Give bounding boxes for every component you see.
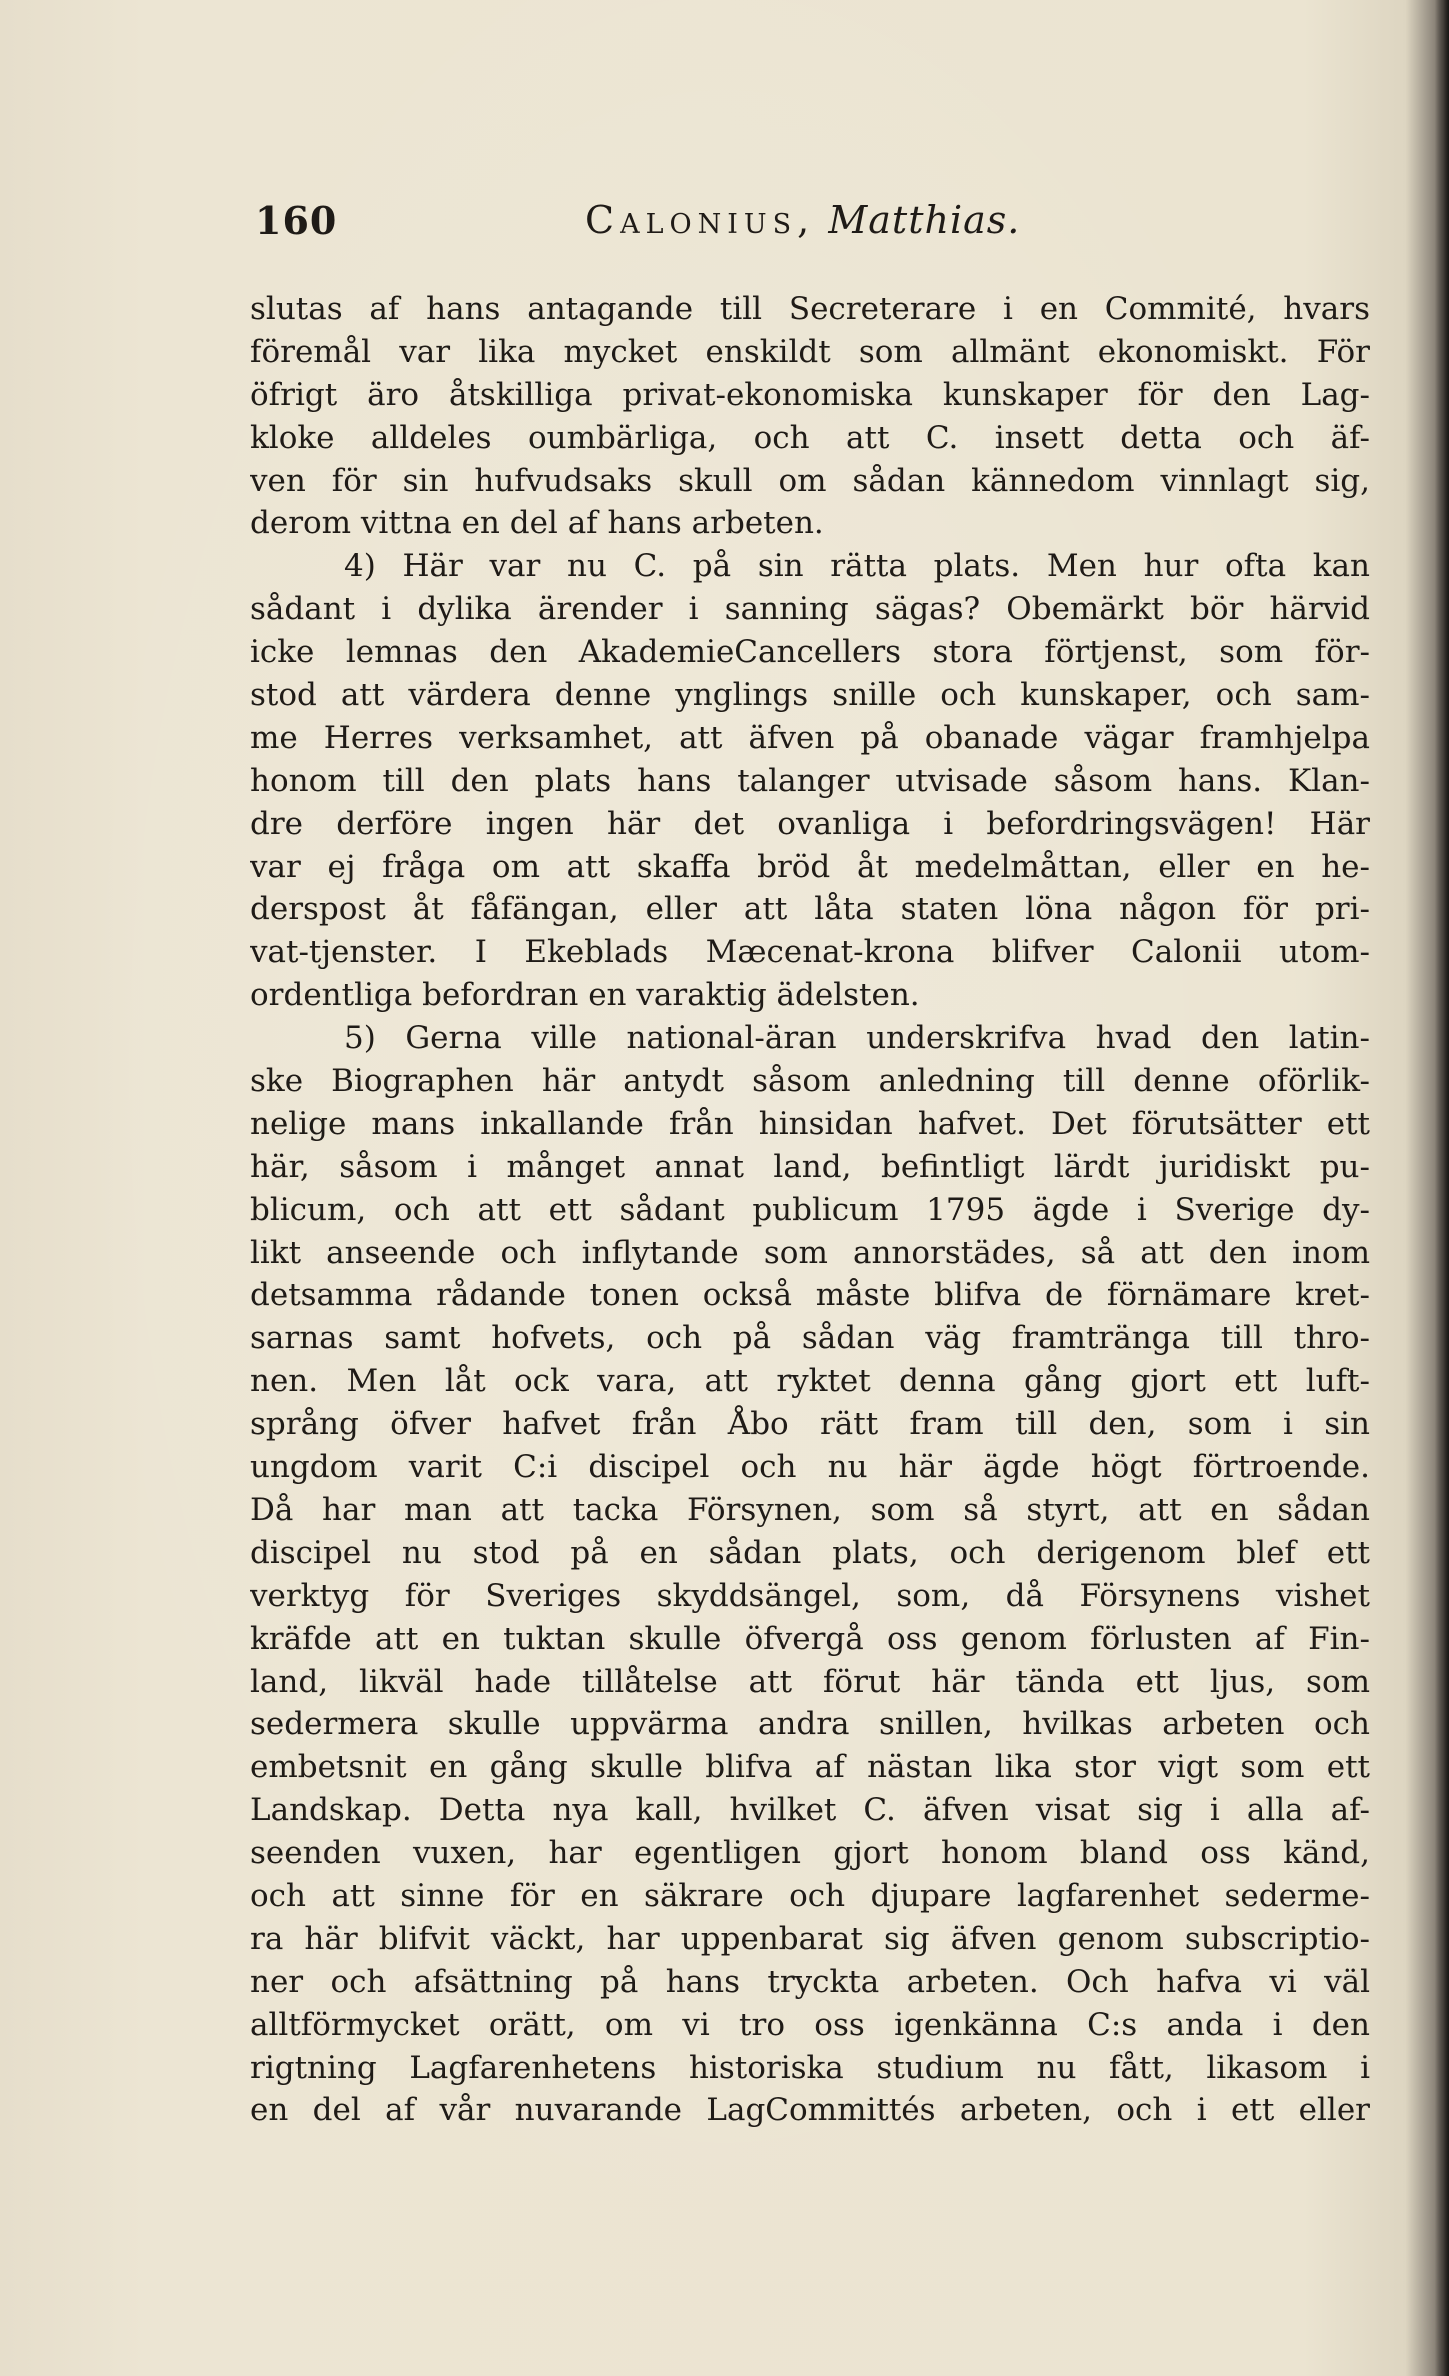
running-head-surname: Calonius,: [585, 198, 816, 242]
text-line: sarnas samt hofvets, och på sådan väg framtränga till thro-: [250, 1320, 1370, 1357]
text-line: derspost åt fåfängan, eller att låta staten löna någon för pri-: [250, 891, 1370, 928]
text-line: och att sinne för en säkrare och djupare lagfarenhet sederme-: [250, 1877, 1370, 1914]
text-line: kloke alldeles oumbärliga, och att C. insett detta och äf-: [250, 419, 1370, 456]
text-line: seenden vuxen, har egentligen gjort honom bland oss känd,: [250, 1835, 1370, 1872]
text-line: vat-tjenster. I Ekeblads Mæcenat-krona blifver Calonii utom-: [250, 934, 1370, 971]
text-line: ungdom varit C:i discipel och nu här ägde högt förtroende.: [250, 1449, 1370, 1486]
text-line: kräfde att en tuktan skulle öfvergå oss genom förlusten af Fin-: [250, 1620, 1370, 1657]
text-line: me Herres verksamhet, att äfven på obanade vägar framhjelpa: [250, 719, 1370, 756]
text-line: verktyg för Sveriges skyddsängel, som, då Försynens vishet: [250, 1577, 1370, 1614]
page-header: [255, 198, 1155, 258]
running-head-forename: Matthias.: [828, 198, 1021, 242]
text-line: här, såsom i månget annat land, befintligt lärdt juridiskt pu-: [250, 1148, 1370, 1185]
page-number: 160: [255, 198, 338, 243]
running-head: [585, 198, 1020, 242]
text-line: dre derföre ingen här det ovanliga i befordringsvägen! Här: [250, 805, 1370, 842]
text-line: discipel nu stod på en sådan plats, och derigenom blef ett: [250, 1534, 1370, 1571]
text-line: likt anseende och inflytande som annorstädes, så att den inom: [250, 1234, 1370, 1271]
text-line: Landskap. Detta nya kall, hvilket C. äfven visat sig i alla af-: [250, 1792, 1370, 1829]
text-line: nelige mans inkallande från hinsidan hafvet. Det förutsätter ett: [250, 1105, 1370, 1142]
text-line: alltförmycket orätt, om vi tro oss igenkänna C:s anda i den: [250, 2006, 1370, 2043]
text-line: embetsnit en gång skulle blifva af nästan lika stor vigt som ett: [250, 1749, 1370, 1786]
text-line: sådant i dylika ärender i sanning sägas? Obemärkt bör härvid: [250, 591, 1370, 628]
text-line: derom vittna en del af hans arbeten.: [250, 505, 824, 542]
text-line: öfrigt äro åtskilliga privat-ekonomiska kunskaper för den Lag-: [250, 376, 1370, 413]
text-line: språng öfver hafvet från Åbo rätt fram till den, som i sin: [250, 1406, 1370, 1443]
text-line: stod att värdera denne ynglings snille och kunskaper, och sam-: [250, 677, 1370, 714]
text-line: sedermera skulle uppvärma andra snillen, hvilkas arbeten och: [250, 1706, 1370, 1743]
text-line: var ej fråga om att skaffa bröd åt medelmåttan, eller en he-: [250, 848, 1370, 885]
text-line: nen. Men låt ock vara, att ryktet denna gång gjort ett luft-: [250, 1363, 1370, 1400]
text-line: föremål var lika mycket enskildt som allmänt ekonomiskt. För: [250, 333, 1370, 370]
body-text: [250, 288, 1370, 2132]
page-edge-shadow: [1435, 0, 1449, 2376]
text-line: 5) Gerna ville national-äran underskrifva hvad den latin-: [344, 1020, 1370, 1057]
text-line: 4) Här var nu C. på sin rätta plats. Men hur ofta kan: [344, 548, 1370, 585]
text-line: honom till den plats hans talanger utvisade såsom hans. Klan-: [250, 762, 1370, 799]
text-line: slutas af hans antagande till Secreterare i en Commité, hvars: [250, 291, 1370, 327]
text-line: ven för sin hufvudsaks skull om sådan kännedom vinnlagt sig,: [250, 462, 1370, 499]
text-line: ordentliga befordran en varaktig ädelsten.: [250, 977, 920, 1014]
text-line: land, likväl hade tillåtelse att förut här tända ett ljus, som: [250, 1663, 1370, 1700]
text-line: ra här blifvit väckt, har uppenbarat sig äfven genom subscriptio-: [250, 1920, 1370, 1957]
text-line: detsamma rådande tonen också måste blifva de förnämare kret-: [250, 1277, 1370, 1314]
text-line: rigtning Lagfarenhetens historiska studium nu fått, likasom i: [250, 2049, 1370, 2086]
text-line: icke lemnas den AkademieCancellers stora förtjenst, som för-: [250, 634, 1370, 671]
text-line: ske Biographen här antydt såsom anledning till denne oförlik-: [250, 1063, 1370, 1100]
text-line: Då har man att tacka Försynen, som så styrt, att en sådan: [250, 1491, 1370, 1528]
text-line: en del af vår nuvarande LagCommittés arbeten, och i ett eller: [250, 2092, 1370, 2129]
text-line: blicum, och att ett sådant publicum 1795 ägde i Sverige dy-: [250, 1191, 1370, 1228]
text-line: ner och afsättning på hans tryckta arbeten. Och hafva vi väl: [250, 1963, 1370, 2000]
